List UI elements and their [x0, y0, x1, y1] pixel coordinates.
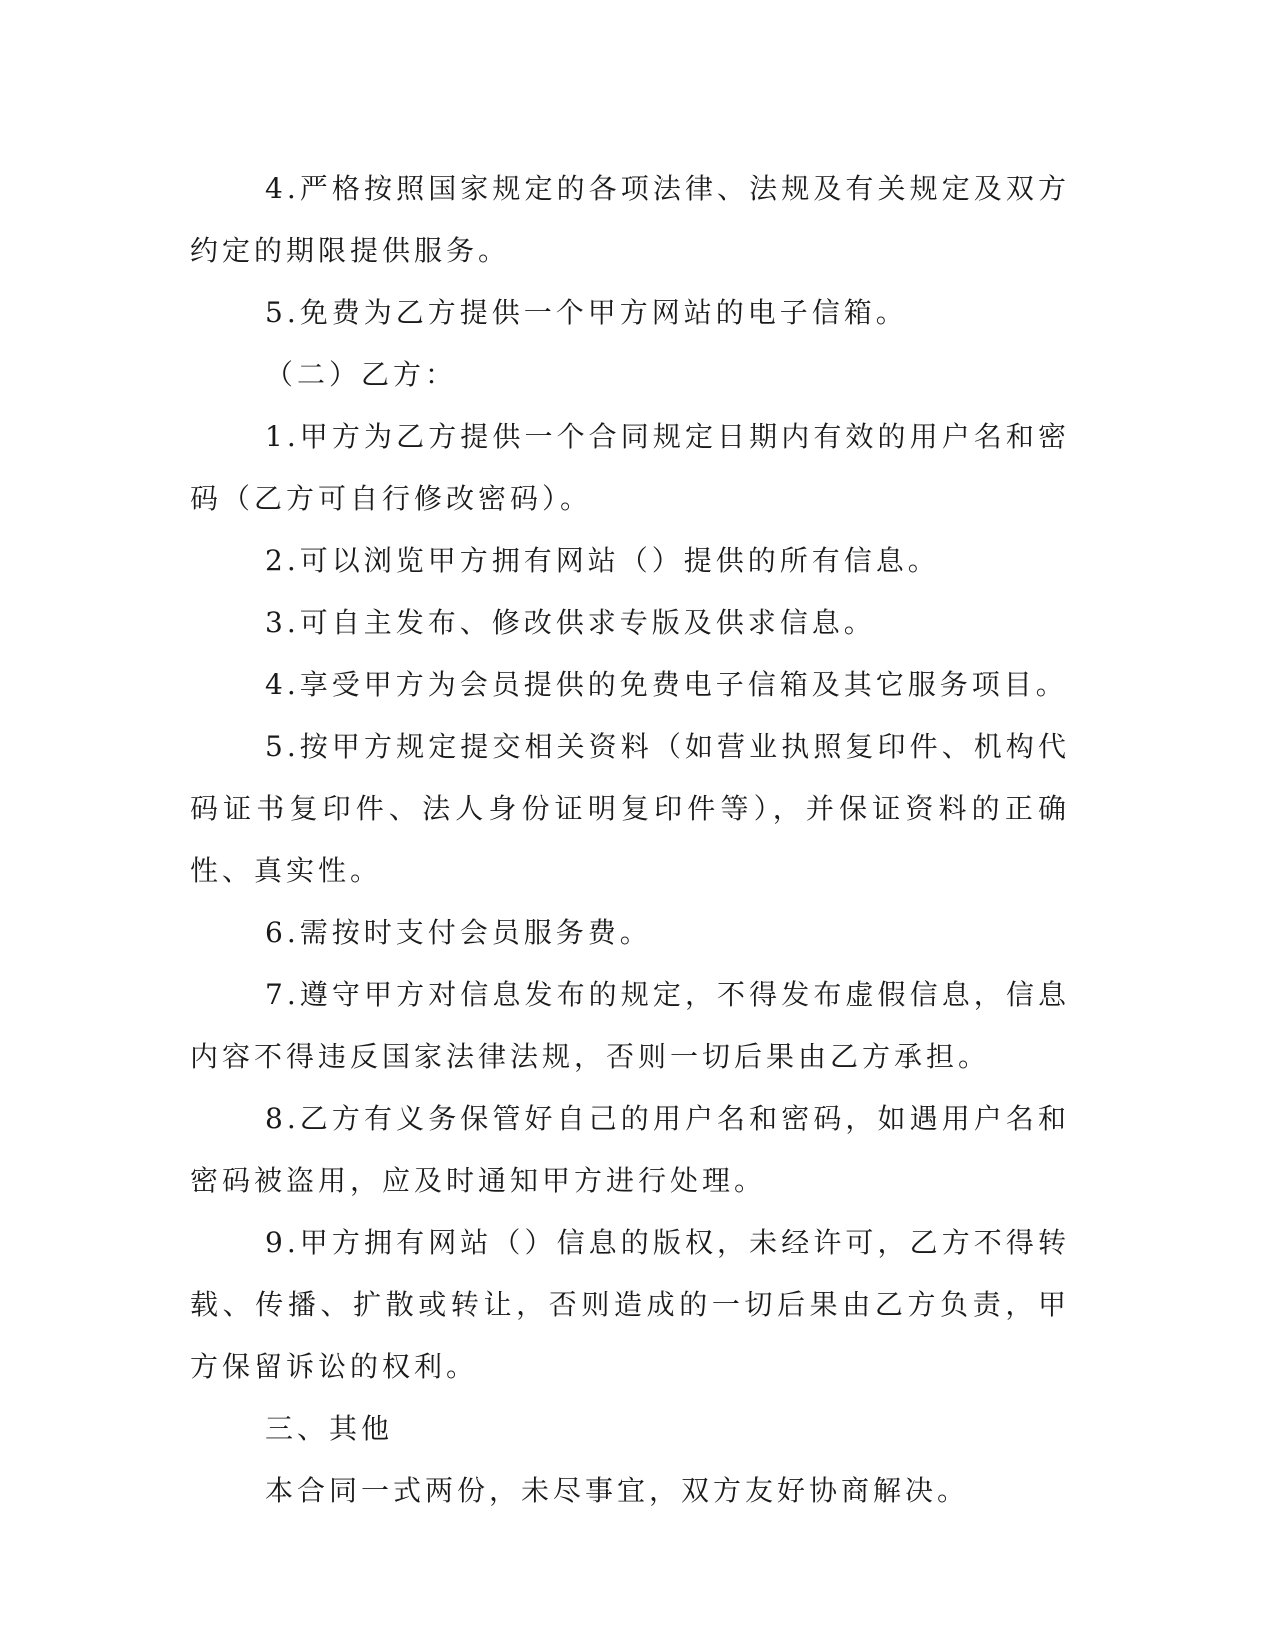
closing-clause: 本合同一式两份，未尽事宜，双方友好协商解决。: [265, 1474, 970, 1507]
clause-b6: 6.需按时支付会员服务费。: [265, 916, 652, 949]
section-heading-party-b: （二）乙方：: [265, 358, 458, 391]
clause-b3: 3.可自主发布、修改供求专版及供求信息。: [265, 606, 876, 639]
clause-b2: 2.可以浏览甲方拥有网站（）提供的所有信息。: [265, 544, 940, 577]
clause-b9: 9.甲方拥有网站（）信息的版权，未经许可，乙方不得转载、传播、扩散或转让，否则造成的一切后果由乙方负责，甲方保留诉讼的权利。: [190, 1226, 1070, 1383]
document-body: [190, 158, 1070, 1522]
clause-b5: 5.按甲方规定提交相关资料（如营业执照复印件、机构代码证书复印件、法人身份证明复印件等），并保证资料的正确性、真实性。: [190, 730, 1070, 887]
section-heading-other: 三、其他: [265, 1412, 394, 1445]
clause-b8: 8.乙方有义务保管好自己的用户名和密码，如遇用户名和密码被盗用，应及时通知甲方进行处理。: [190, 1102, 1070, 1197]
clause-a4: 4.严格按照国家规定的各项法律、法规及有关规定及双方约定的期限提供服务。: [190, 172, 1070, 267]
clause-b7: 7.遵守甲方对信息发布的规定，不得发布虚假信息，信息内容不得违反国家法律法规，否则一切后果由乙方承担。: [190, 978, 1070, 1073]
clause-b1: 1.甲方为乙方提供一个合同规定日期内有效的用户名和密码（乙方可自行修改密码）。: [190, 420, 1070, 515]
clause-a5: 5.免费为乙方提供一个甲方网站的电子信箱。: [265, 296, 908, 329]
clause-b4: 4.享受甲方为会员提供的免费电子信箱及其它服务项目。: [265, 668, 1068, 701]
